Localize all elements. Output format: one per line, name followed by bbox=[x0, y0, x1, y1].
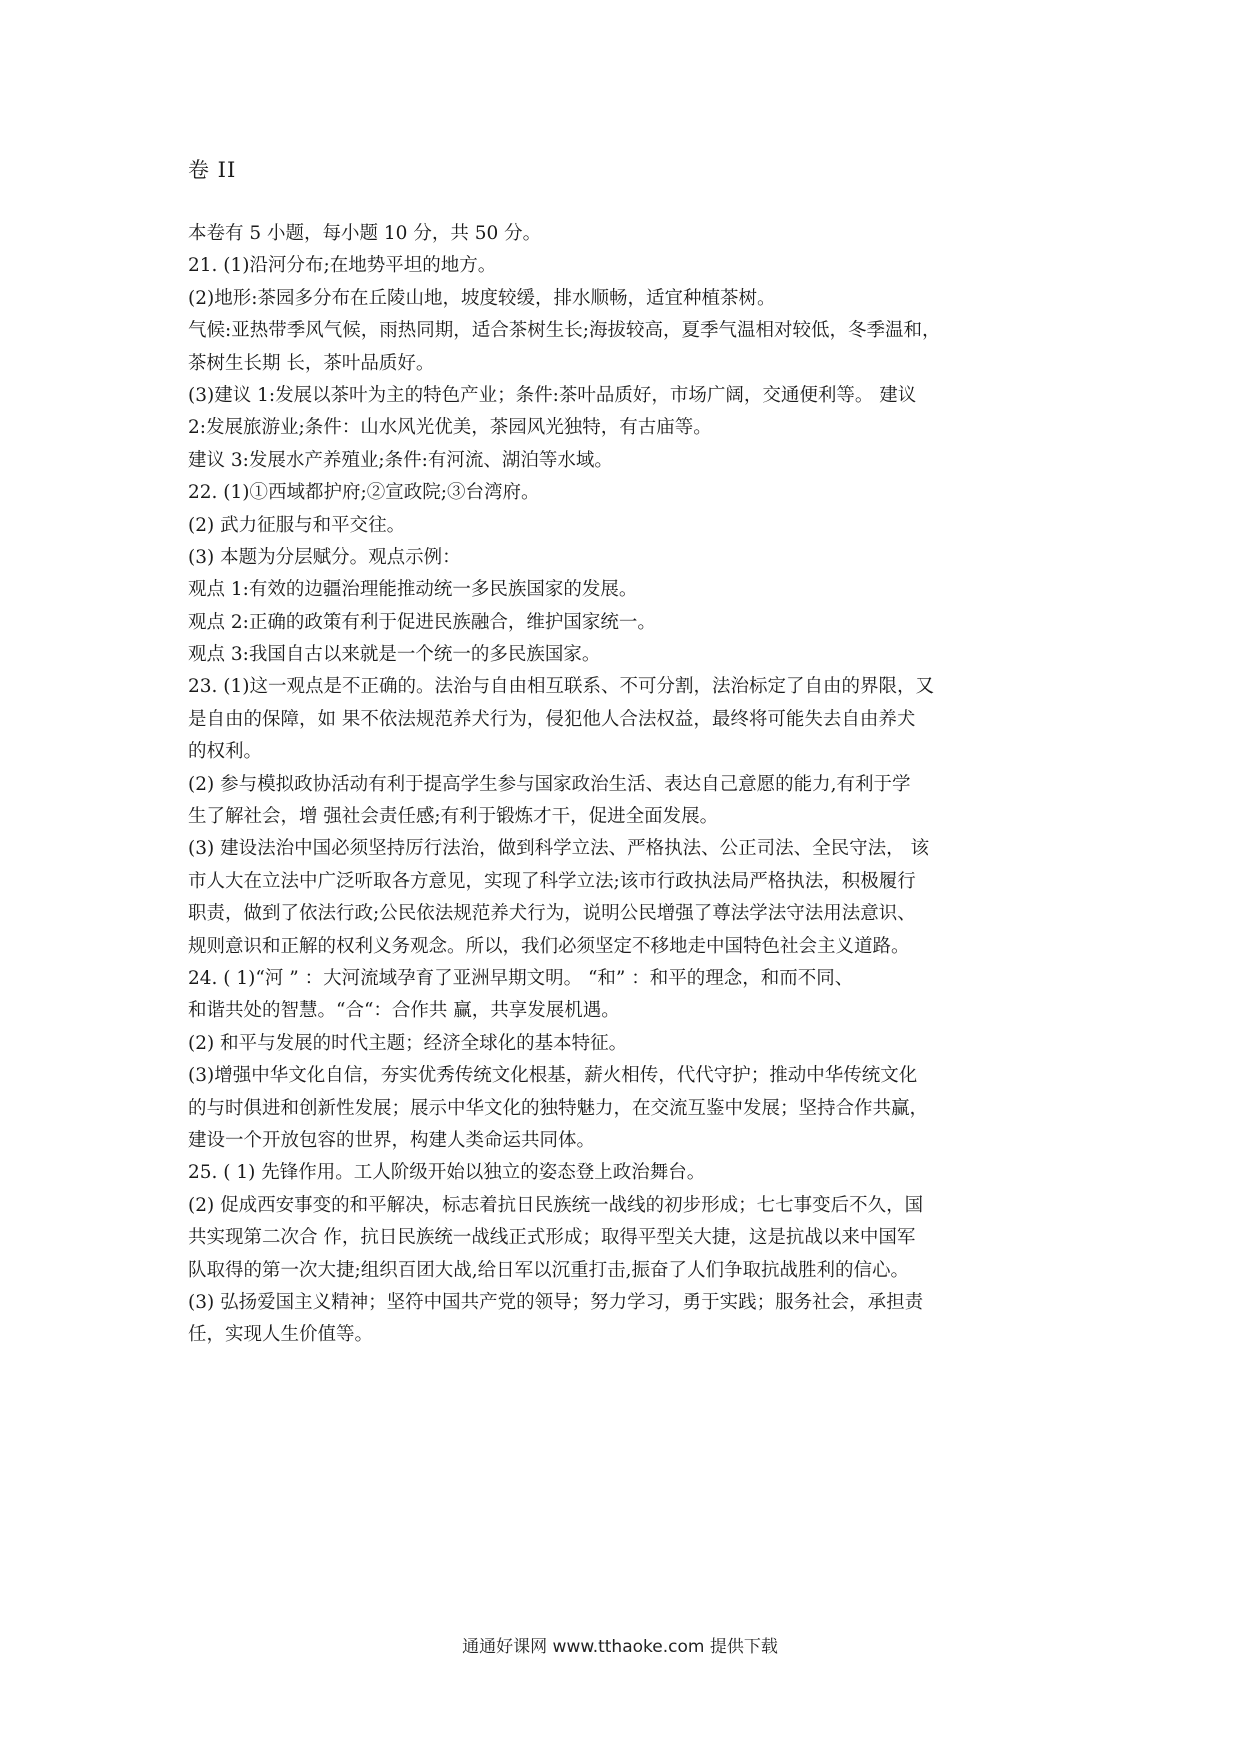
text-line: 建议 3:发展水产养殖业;条件:有河流、湖泊等水域。 bbox=[188, 449, 613, 471]
text-line: (3) 建设法治中国必须坚持厉行法治，做到科学立法、严格执法、公正司法、全民守法， 该 bbox=[188, 838, 929, 860]
text-line: (2) 参与模拟政协活动有利于提高学生参与国家政治生活、表达自己意愿的能力,有利于学 bbox=[188, 773, 911, 795]
text-line: 观点 1:有效的边疆治理能推动统一多民族国家的发展。 bbox=[188, 579, 638, 601]
text-line: (3) 弘扬爱国主义精神；坚符中国共产党的领导；努力学习，勇于实践；服务社会，承担责 bbox=[188, 1291, 924, 1313]
text-line: 茶树生长期 长，茶叶品质好。 bbox=[188, 352, 435, 374]
text-line: 和谐共处的智慧。“合“：合作共 赢，共享发展机遇。 bbox=[188, 1000, 620, 1022]
text-line: (2)地形:茶园多分布在丘陵山地，坡度较缓，排水顺畅，适宜种植茶树。 bbox=[188, 287, 776, 309]
footer-watermark: 通通好课网 www.tthaoke.com 提供下载 bbox=[462, 1637, 778, 1657]
text-line: (3) 本题为分层赋分。观点示例： bbox=[188, 546, 461, 568]
text-line: 职责，做到了依法行政;公民依法规范养犬行为，说明公民增强了尊法学法守法用法意识、 bbox=[188, 903, 916, 925]
text-line: 本卷有 5 小题，每小题 10 分，共 50 分。 bbox=[188, 223, 542, 244]
text-line: 21. (1)沿河分布;在地势平坦的地方。 bbox=[188, 255, 497, 277]
text-line: 建设一个开放包容的世界，构建人类命运共同体。 bbox=[188, 1129, 596, 1151]
text-line: (2) 武力征服与和平交往。 bbox=[188, 514, 406, 536]
text-line: 25. ( 1) 先锋作用。工人阶级开始以独立的姿态登上政治舞台。 bbox=[188, 1162, 706, 1184]
text-line: 观点 2:正确的政策有利于促进民族融合，维护国家统一。 bbox=[188, 611, 656, 633]
text-line: (3)建议 1:发展以茶叶为主的特色产业；条件:茶叶品质好，市场广阔，交通便利等。 建议 bbox=[188, 384, 917, 406]
section-title: 卷 II bbox=[188, 158, 237, 182]
text-line: 队取得的第一次大捷;组织百团大战,给日军以沉重打击,振奋了人们争取抗战胜利的信心。 bbox=[188, 1259, 909, 1281]
text-line: 任，实现人生价值等。 bbox=[188, 1324, 374, 1346]
text-line: 是自由的保障，如 果不依法规范养犬行为，侵犯他人合法权益，最终将可能失去自由养犬 bbox=[188, 708, 916, 730]
text-line: 22. (1)①西域都护府;②宣政院;③台湾府。 bbox=[188, 482, 540, 504]
text-line: 生了解社会，增 强社会责任感;有利于锻炼才干，促进全面发展。 bbox=[188, 806, 719, 828]
text-line: 气候:亚热带季风气候，雨热同期，适合茶树生长;海拔较高，夏季气温相对较低，冬季温和， bbox=[188, 320, 941, 342]
text-line: 规则意识和正解的权利义务观念。所以，我们必须坚定不移地走中国特色社会主义道路。 bbox=[188, 935, 910, 957]
text-line: 的权利。 bbox=[188, 741, 263, 763]
text-line: 23. (1)这一观点是不正确的。法治与自由相互联系、不可分割，法治标定了自由的界限，又 bbox=[188, 676, 935, 698]
text-line: 2:发展旅游业;条件：山水风光优美，茶园风光独特，有古庙等。 bbox=[188, 417, 712, 439]
text-line: (2) 和平与发展的时代主题；经济全球化的基本特征。 bbox=[188, 1032, 628, 1054]
text-line: 的与时俱进和创新性发展；展示中华文化的独特魅力，在交流互鉴中发展；坚持合作共赢， bbox=[188, 1097, 929, 1119]
text-line: 市人大在立法中广泛听取各方意见，实现了科学立法;该市行政执法局严格执法，积极履行 bbox=[188, 870, 916, 892]
text-line: 共实现第二次合 作，抗日民族统一战线正式形成；取得平型关大捷，这是抗战以来中国军 bbox=[188, 1227, 916, 1249]
answer-content bbox=[188, 218, 1058, 1352]
text-line: 24. ( 1)“河 ” ：大河流域孕育了亚洲早期文明。 “和” ：和平的理念，和而不同、 bbox=[188, 967, 854, 989]
text-line: 观点 3:我国自古以来就是一个统一的多民族国家。 bbox=[188, 644, 601, 666]
text-line: (3)增强中华文化自信，夯实优秀传统文化根基，薪火相传，代代守护；推动中华传统文化 bbox=[188, 1065, 918, 1087]
text-line: (2) 促成西安事变的和平解决，标志着抗日民族统一战线的初步形成；七七事变后不久，国 bbox=[188, 1194, 924, 1216]
